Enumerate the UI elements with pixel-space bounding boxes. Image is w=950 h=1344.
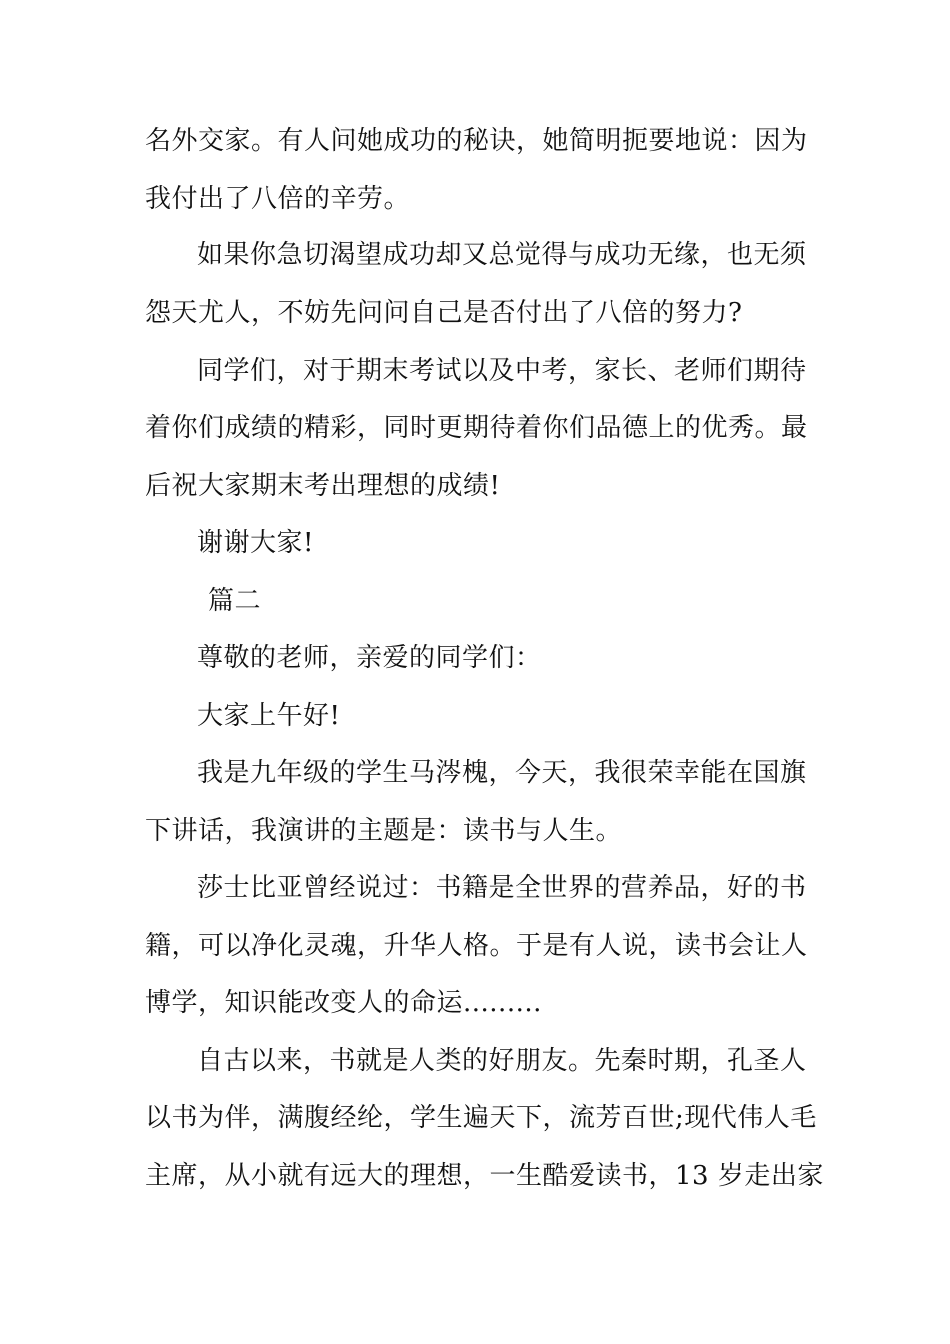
text-line: 籍，可以净化灵魂，升华人格。于是有人说，读书会让人 [145,931,808,961]
text-line: 同学们，对于期末考试以及中考，家长、老师们期待 [197,356,807,386]
text-line: 后祝大家期末考出理想的成绩! [145,471,501,501]
text-line: 如果你急切渴望成功却又总觉得与成功无缘，也无须 [197,240,807,270]
text-line: 博学，知识能改变人的命运......... [145,988,542,1018]
text-line: 自古以来，书就是人类的好朋友。先秦时期，孔圣人 [197,1046,807,1076]
text-line: 莎士比亚曾经说过：书籍是全世界的营养品，好的书 [197,873,807,903]
text-line: 名外交家。有人问她成功的秘诀，她简明扼要地说：因为 [145,126,808,156]
text-line: 以书为伴，满腹经纶，学生遍天下，流芳百世;现代伟人毛 [145,1103,817,1133]
text-line: 我付出了八倍的辛劳。 [145,184,411,214]
text-line: 尊敬的老师，亲爱的同学们： [197,643,542,673]
text-line: 着你们成绩的精彩，同时更期待着你们品德上的优秀。最 [145,413,808,443]
text-line: 我是九年级的学生马涔槐，今天，我很荣幸能在国旗 [197,758,807,788]
section-heading: 篇二 [208,586,262,616]
text-line: 主席，从小就有远大的理想，一生酷爱读书，13 岁走出家 [145,1161,824,1191]
text-line: 怨天尤人，不妨先问问自己是否付出了八倍的努力? [145,298,743,328]
text-line: 谢谢大家! [197,528,314,558]
text-line: 下讲话，我演讲的主题是：读书与人生。 [145,816,623,846]
text-line: 大家上午好! [197,701,341,731]
